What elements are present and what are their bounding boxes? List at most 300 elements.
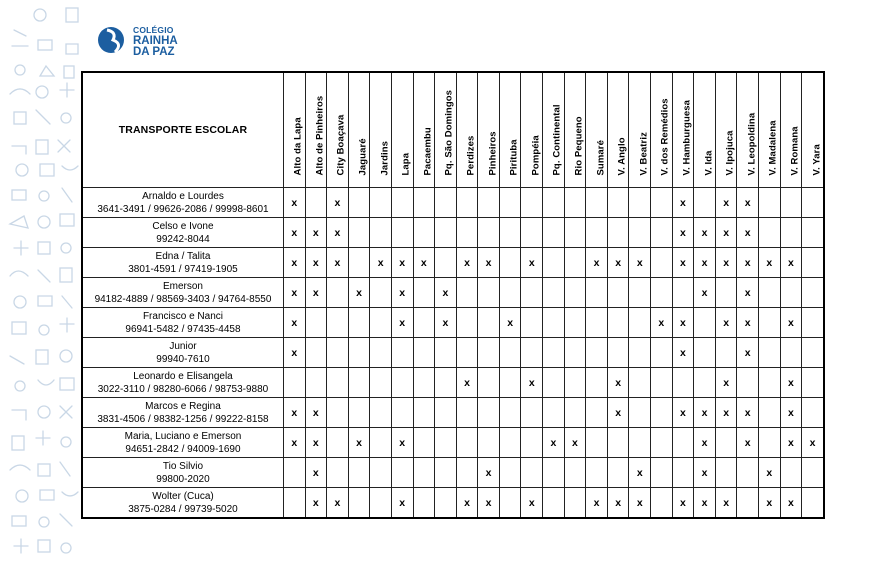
coverage-cell: x bbox=[607, 488, 629, 519]
logo-emblem-icon bbox=[97, 24, 127, 56]
neighborhood-label: V. Ida bbox=[703, 150, 715, 176]
table-row bbox=[82, 398, 824, 428]
coverage-cell: x bbox=[521, 248, 543, 278]
coverage-cell bbox=[327, 278, 349, 308]
neighborhood-label: V. Hamburguesa bbox=[681, 100, 693, 176]
coverage-cell: x bbox=[327, 488, 349, 519]
driver-phones: 99242-8044 bbox=[156, 233, 210, 245]
coverage-cell: x bbox=[715, 488, 737, 519]
coverage-cell: x bbox=[607, 398, 629, 428]
coverage-cell: x bbox=[780, 368, 802, 398]
coverage-cell bbox=[348, 218, 370, 248]
coverage-cell bbox=[780, 218, 802, 248]
coverage-cell bbox=[564, 248, 586, 278]
driver-name: Leonardo e Elisangela bbox=[133, 370, 233, 382]
driver-name: Junior bbox=[169, 340, 197, 352]
coverage-cell: x bbox=[629, 458, 651, 488]
coverage-cell: x bbox=[499, 308, 521, 338]
coverage-cell bbox=[802, 308, 824, 338]
coverage-cell bbox=[521, 398, 543, 428]
coverage-cell bbox=[543, 278, 565, 308]
coverage-cell bbox=[543, 458, 565, 488]
coverage-cell bbox=[586, 398, 608, 428]
neighborhood-header bbox=[694, 72, 716, 188]
coverage-cell: x bbox=[283, 308, 305, 338]
coverage-cell: x bbox=[478, 248, 500, 278]
coverage-cell bbox=[478, 188, 500, 218]
neighborhood-label: Pirituba bbox=[508, 139, 520, 176]
coverage-cell bbox=[521, 218, 543, 248]
neighborhood-label: Pompéia bbox=[530, 135, 542, 176]
coverage-cell bbox=[543, 398, 565, 428]
coverage-cell bbox=[283, 458, 305, 488]
coverage-cell bbox=[694, 338, 716, 368]
coverage-cell: x bbox=[651, 308, 673, 338]
neighborhood-header bbox=[543, 72, 565, 188]
neighborhood-header bbox=[413, 72, 435, 188]
coverage-cell bbox=[499, 338, 521, 368]
table-row bbox=[82, 308, 824, 338]
driver-cell bbox=[82, 368, 283, 398]
coverage-cell: x bbox=[327, 248, 349, 278]
coverage-cell bbox=[802, 278, 824, 308]
driver-name: Francisco e Nanci bbox=[142, 310, 223, 322]
coverage-cell bbox=[348, 488, 370, 519]
neighborhood-header bbox=[607, 72, 629, 188]
coverage-cell: x bbox=[759, 248, 781, 278]
neighborhood-label: Alto da Lapa bbox=[292, 117, 304, 176]
coverage-cell bbox=[348, 338, 370, 368]
coverage-cell: x bbox=[694, 278, 716, 308]
coverage-cell: x bbox=[607, 248, 629, 278]
coverage-cell bbox=[305, 308, 327, 338]
coverage-cell bbox=[456, 278, 478, 308]
coverage-cell bbox=[564, 218, 586, 248]
coverage-cell bbox=[499, 218, 521, 248]
table-row bbox=[82, 488, 824, 519]
coverage-cell bbox=[370, 308, 392, 338]
coverage-cell bbox=[651, 398, 673, 428]
coverage-cell bbox=[780, 338, 802, 368]
coverage-cell: x bbox=[456, 248, 478, 278]
coverage-cell bbox=[564, 458, 586, 488]
coverage-cell bbox=[629, 398, 651, 428]
coverage-cell bbox=[586, 308, 608, 338]
driver-phones: 99940-7610 bbox=[156, 353, 210, 365]
coverage-cell: x bbox=[370, 248, 392, 278]
coverage-cell: x bbox=[283, 398, 305, 428]
coverage-cell bbox=[521, 338, 543, 368]
driver-name: Celso e Ivone bbox=[152, 220, 214, 232]
coverage-cell bbox=[391, 458, 413, 488]
coverage-cell bbox=[802, 188, 824, 218]
coverage-cell bbox=[629, 428, 651, 458]
coverage-cell bbox=[391, 368, 413, 398]
coverage-cell bbox=[651, 278, 673, 308]
driver-phones: 3022-3110 / 98280-6066 / 98753-9880 bbox=[97, 383, 269, 395]
neighborhood-header bbox=[370, 72, 392, 188]
coverage-cell bbox=[564, 278, 586, 308]
table-row bbox=[82, 338, 824, 368]
coverage-cell: x bbox=[348, 428, 370, 458]
coverage-cell bbox=[413, 458, 435, 488]
coverage-cell bbox=[802, 458, 824, 488]
driver-cell bbox=[82, 218, 283, 248]
coverage-cell bbox=[413, 308, 435, 338]
coverage-cell: x bbox=[305, 428, 327, 458]
coverage-cell: x bbox=[305, 278, 327, 308]
driver-phones: 94182-4889 / 98569-3403 / 94764-8550 bbox=[94, 293, 272, 305]
coverage-cell bbox=[370, 218, 392, 248]
coverage-cell bbox=[759, 278, 781, 308]
coverage-cell: x bbox=[694, 218, 716, 248]
coverage-cell: x bbox=[629, 248, 651, 278]
school-doodle-pattern bbox=[0, 0, 80, 568]
table-title: TRANSPORTE ESCOLAR bbox=[82, 72, 283, 188]
coverage-cell bbox=[499, 458, 521, 488]
coverage-cell bbox=[370, 398, 392, 428]
coverage-cell bbox=[435, 218, 457, 248]
neighborhood-label: V. dos Remédios bbox=[659, 98, 671, 176]
coverage-cell bbox=[499, 368, 521, 398]
coverage-cell: x bbox=[305, 458, 327, 488]
coverage-cell bbox=[521, 188, 543, 218]
coverage-cell bbox=[370, 488, 392, 519]
coverage-cell: x bbox=[672, 248, 694, 278]
coverage-cell bbox=[586, 338, 608, 368]
coverage-cell: x bbox=[564, 428, 586, 458]
coverage-cell bbox=[543, 248, 565, 278]
coverage-cell: x bbox=[780, 248, 802, 278]
coverage-cell bbox=[564, 488, 586, 519]
coverage-cell bbox=[543, 308, 565, 338]
coverage-cell bbox=[672, 278, 694, 308]
table-row bbox=[82, 248, 824, 278]
driver-name: Edna / Talita bbox=[155, 250, 211, 262]
coverage-cell bbox=[348, 398, 370, 428]
coverage-cell bbox=[737, 458, 759, 488]
coverage-cell: x bbox=[391, 248, 413, 278]
neighborhood-header bbox=[737, 72, 759, 188]
coverage-cell bbox=[413, 368, 435, 398]
neighborhood-header bbox=[672, 72, 694, 188]
coverage-cell bbox=[435, 188, 457, 218]
coverage-cell bbox=[607, 338, 629, 368]
driver-name: Wolter (Cuca) bbox=[152, 490, 214, 502]
coverage-cell bbox=[694, 308, 716, 338]
neighborhood-header bbox=[348, 72, 370, 188]
driver-phones: 99800-2020 bbox=[156, 473, 210, 485]
coverage-cell bbox=[715, 338, 737, 368]
coverage-cell: x bbox=[456, 368, 478, 398]
driver-name: Emerson bbox=[162, 280, 203, 292]
coverage-cell bbox=[780, 278, 802, 308]
coverage-cell bbox=[780, 458, 802, 488]
coverage-cell bbox=[651, 248, 673, 278]
table-row bbox=[82, 218, 824, 248]
driver-cell bbox=[82, 488, 283, 519]
coverage-cell bbox=[413, 278, 435, 308]
coverage-cell bbox=[413, 428, 435, 458]
coverage-cell bbox=[327, 428, 349, 458]
coverage-cell: x bbox=[759, 488, 781, 519]
coverage-cell: x bbox=[607, 368, 629, 398]
coverage-cell: x bbox=[305, 398, 327, 428]
neighborhood-header bbox=[629, 72, 651, 188]
coverage-cell bbox=[499, 428, 521, 458]
coverage-cell bbox=[521, 278, 543, 308]
driver-cell bbox=[82, 458, 283, 488]
neighborhood-header bbox=[715, 72, 737, 188]
coverage-cell bbox=[499, 248, 521, 278]
coverage-cell: x bbox=[305, 218, 327, 248]
coverage-cell bbox=[607, 458, 629, 488]
coverage-cell: x bbox=[283, 338, 305, 368]
coverage-cell bbox=[370, 278, 392, 308]
coverage-cell bbox=[391, 338, 413, 368]
coverage-cell bbox=[478, 428, 500, 458]
table-row bbox=[82, 368, 824, 398]
coverage-cell: x bbox=[413, 248, 435, 278]
driver-name: Arnaldo e Lourdes bbox=[142, 190, 224, 202]
coverage-cell bbox=[672, 458, 694, 488]
coverage-cell: x bbox=[305, 488, 327, 519]
header-row bbox=[82, 72, 824, 188]
coverage-cell: x bbox=[586, 488, 608, 519]
coverage-cell bbox=[564, 368, 586, 398]
coverage-cell: x bbox=[694, 398, 716, 428]
neighborhood-header bbox=[305, 72, 327, 188]
coverage-cell bbox=[327, 458, 349, 488]
coverage-cell bbox=[586, 218, 608, 248]
coverage-cell bbox=[543, 488, 565, 519]
coverage-cell: x bbox=[327, 188, 349, 218]
transport-table bbox=[81, 71, 825, 519]
driver-phones: 96941-5482 / 97435-4458 bbox=[125, 323, 241, 335]
neighborhood-label: Pq. São Domingos bbox=[443, 89, 455, 176]
coverage-cell: x bbox=[283, 248, 305, 278]
coverage-cell bbox=[629, 338, 651, 368]
coverage-cell bbox=[283, 488, 305, 519]
coverage-cell: x bbox=[521, 488, 543, 519]
table-row bbox=[82, 428, 824, 458]
coverage-cell: x bbox=[586, 248, 608, 278]
coverage-cell: x bbox=[759, 458, 781, 488]
driver-name: Tio Silvio bbox=[162, 460, 204, 472]
neighborhood-label: V. Leopoldina bbox=[746, 112, 758, 176]
driver-cell bbox=[82, 338, 283, 368]
table-row bbox=[82, 458, 824, 488]
coverage-cell bbox=[543, 218, 565, 248]
coverage-cell bbox=[607, 308, 629, 338]
neighborhood-label: V. Romana bbox=[789, 126, 801, 176]
coverage-cell: x bbox=[521, 368, 543, 398]
coverage-cell bbox=[759, 218, 781, 248]
neighborhood-label: Pacaembu bbox=[422, 127, 434, 176]
coverage-cell bbox=[478, 278, 500, 308]
coverage-cell bbox=[456, 338, 478, 368]
coverage-cell: x bbox=[348, 278, 370, 308]
coverage-cell bbox=[413, 188, 435, 218]
coverage-cell: x bbox=[672, 218, 694, 248]
coverage-cell: x bbox=[694, 488, 716, 519]
coverage-cell bbox=[651, 488, 673, 519]
coverage-cell bbox=[327, 398, 349, 428]
coverage-cell: x bbox=[737, 218, 759, 248]
coverage-cell bbox=[283, 368, 305, 398]
coverage-cell bbox=[715, 428, 737, 458]
coverage-cell bbox=[327, 338, 349, 368]
coverage-cell bbox=[327, 308, 349, 338]
coverage-cell bbox=[694, 188, 716, 218]
coverage-cell bbox=[802, 488, 824, 519]
coverage-cell bbox=[478, 338, 500, 368]
table-row bbox=[82, 188, 824, 218]
coverage-cell bbox=[521, 428, 543, 458]
logo-line-3: DA PAZ bbox=[133, 46, 175, 58]
coverage-cell bbox=[478, 368, 500, 398]
coverage-cell bbox=[456, 398, 478, 428]
coverage-cell bbox=[456, 428, 478, 458]
coverage-cell bbox=[651, 338, 673, 368]
coverage-cell bbox=[715, 458, 737, 488]
neighborhood-label: V. Madalena bbox=[767, 120, 779, 176]
coverage-cell: x bbox=[672, 398, 694, 428]
driver-cell bbox=[82, 428, 283, 458]
coverage-cell bbox=[478, 308, 500, 338]
coverage-cell bbox=[305, 188, 327, 218]
coverage-cell bbox=[607, 218, 629, 248]
coverage-cell bbox=[370, 458, 392, 488]
coverage-cell: x bbox=[737, 338, 759, 368]
coverage-cell: x bbox=[780, 308, 802, 338]
coverage-cell bbox=[499, 278, 521, 308]
coverage-cell: x bbox=[780, 488, 802, 519]
coverage-cell: x bbox=[737, 188, 759, 218]
coverage-cell: x bbox=[715, 308, 737, 338]
coverage-cell: x bbox=[802, 428, 824, 458]
coverage-cell: x bbox=[327, 218, 349, 248]
neighborhood-label: Jardins bbox=[379, 141, 391, 176]
coverage-cell bbox=[586, 278, 608, 308]
coverage-cell bbox=[759, 368, 781, 398]
coverage-cell bbox=[564, 338, 586, 368]
coverage-cell bbox=[651, 428, 673, 458]
coverage-cell bbox=[305, 338, 327, 368]
driver-cell bbox=[82, 278, 283, 308]
coverage-cell bbox=[391, 218, 413, 248]
coverage-cell bbox=[348, 368, 370, 398]
neighborhood-header bbox=[564, 72, 586, 188]
logo-line-2: RAINHA bbox=[133, 35, 178, 47]
neighborhood-label: Perdizes bbox=[465, 135, 477, 176]
coverage-cell: x bbox=[694, 458, 716, 488]
coverage-cell bbox=[543, 368, 565, 398]
coverage-cell bbox=[435, 338, 457, 368]
coverage-cell bbox=[651, 368, 673, 398]
coverage-cell bbox=[715, 278, 737, 308]
coverage-cell bbox=[629, 308, 651, 338]
coverage-cell bbox=[521, 308, 543, 338]
logo-line-1: COLÉGIO bbox=[133, 25, 174, 35]
coverage-cell bbox=[435, 368, 457, 398]
coverage-cell bbox=[478, 218, 500, 248]
coverage-cell bbox=[370, 428, 392, 458]
coverage-cell: x bbox=[391, 308, 413, 338]
coverage-cell bbox=[391, 188, 413, 218]
neighborhood-label: Pinheiros bbox=[487, 131, 499, 176]
coverage-cell bbox=[413, 398, 435, 428]
driver-phones: 3875-0284 / 99739-5020 bbox=[128, 503, 238, 515]
neighborhood-label: Pq. Continental bbox=[551, 104, 563, 176]
coverage-cell bbox=[651, 188, 673, 218]
coverage-cell bbox=[629, 218, 651, 248]
neighborhood-header bbox=[283, 72, 305, 188]
coverage-cell: x bbox=[694, 428, 716, 458]
coverage-cell bbox=[327, 368, 349, 398]
coverage-cell: x bbox=[456, 488, 478, 519]
coverage-cell bbox=[435, 248, 457, 278]
neighborhood-header bbox=[478, 72, 500, 188]
coverage-cell bbox=[543, 338, 565, 368]
coverage-cell: x bbox=[283, 218, 305, 248]
coverage-cell bbox=[413, 488, 435, 519]
driver-phones: 3641-3491 / 99626-2086 / 99998-8601 bbox=[97, 203, 269, 215]
coverage-cell bbox=[478, 398, 500, 428]
coverage-cell: x bbox=[672, 338, 694, 368]
coverage-cell bbox=[435, 398, 457, 428]
coverage-cell bbox=[802, 218, 824, 248]
neighborhood-label: Rio Pequeno bbox=[573, 116, 585, 176]
neighborhood-label: V. Beatriz bbox=[638, 132, 650, 176]
coverage-cell bbox=[456, 458, 478, 488]
coverage-cell bbox=[629, 368, 651, 398]
coverage-cell bbox=[413, 338, 435, 368]
driver-cell bbox=[82, 248, 283, 278]
coverage-cell: x bbox=[543, 428, 565, 458]
coverage-cell: x bbox=[283, 188, 305, 218]
coverage-cell bbox=[759, 338, 781, 368]
coverage-cell bbox=[586, 188, 608, 218]
coverage-cell: x bbox=[715, 398, 737, 428]
coverage-cell bbox=[759, 308, 781, 338]
coverage-cell: x bbox=[737, 308, 759, 338]
coverage-cell: x bbox=[715, 218, 737, 248]
neighborhood-header bbox=[759, 72, 781, 188]
neighborhood-label: Sumaré bbox=[595, 140, 607, 176]
coverage-cell: x bbox=[629, 488, 651, 519]
coverage-cell: x bbox=[737, 278, 759, 308]
table-row bbox=[82, 278, 824, 308]
neighborhood-label: City Boaçava bbox=[335, 114, 347, 176]
coverage-cell bbox=[737, 368, 759, 398]
coverage-cell bbox=[607, 428, 629, 458]
coverage-cell bbox=[348, 188, 370, 218]
neighborhood-header bbox=[456, 72, 478, 188]
coverage-cell bbox=[499, 398, 521, 428]
driver-cell bbox=[82, 308, 283, 338]
coverage-cell bbox=[521, 458, 543, 488]
coverage-cell: x bbox=[694, 248, 716, 278]
coverage-cell bbox=[607, 278, 629, 308]
coverage-cell: x bbox=[391, 488, 413, 519]
neighborhood-header bbox=[499, 72, 521, 188]
neighborhood-header bbox=[327, 72, 349, 188]
coverage-cell bbox=[651, 218, 673, 248]
coverage-cell: x bbox=[715, 188, 737, 218]
coverage-cell bbox=[759, 398, 781, 428]
coverage-cell bbox=[759, 428, 781, 458]
